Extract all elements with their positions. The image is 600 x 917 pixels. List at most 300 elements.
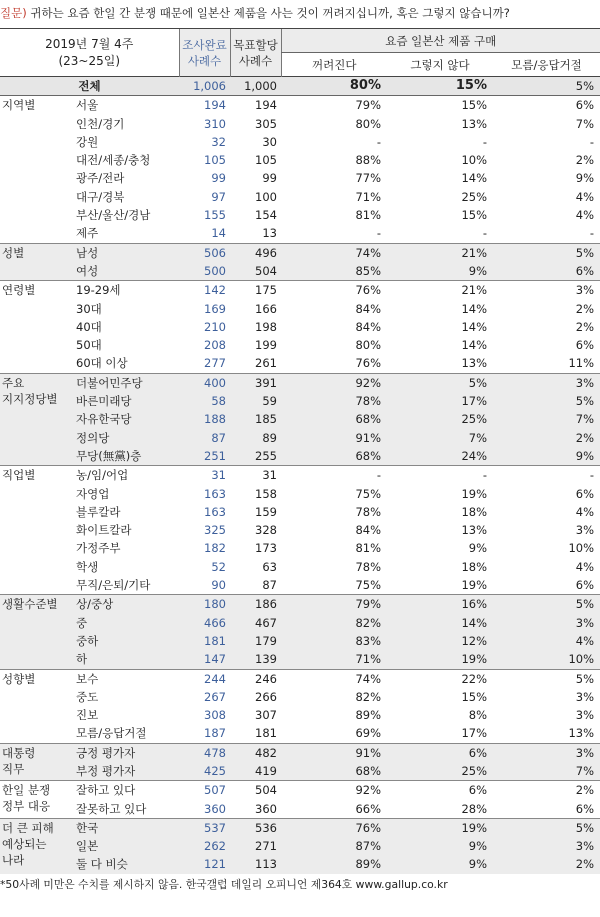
row-label: 강원 [76, 134, 99, 149]
table-row [0, 558, 600, 576]
question-text [0, 0, 600, 28]
table-row [0, 169, 600, 187]
pct-not-hesitant: 15% [461, 689, 487, 704]
pct-no-answer: 3% [575, 689, 595, 704]
pct-hesitant: - [376, 226, 381, 241]
group-label: 연령별 [0, 281, 74, 373]
target-count: 360 [255, 801, 277, 816]
target-count: 271 [230, 837, 281, 855]
row-label: 진보 [76, 708, 99, 723]
pct-not-hesitant: 9% [387, 855, 493, 873]
target-count: 181 [255, 726, 277, 741]
table-row [0, 706, 600, 724]
pct-not-hesitant: 9% [468, 541, 487, 556]
pct-no-answer: 5% [493, 669, 600, 688]
row-label: 한국 [74, 818, 179, 837]
pct-no-answer: 3% [493, 373, 600, 392]
pct-hesitant: 87% [281, 837, 387, 855]
target-count: 30 [262, 134, 277, 149]
done-count: 14 [211, 226, 226, 241]
row-label: 블루칼라 [76, 504, 121, 519]
table-row [0, 281, 600, 300]
group-label: 더 큰 피해 예상되는 나라 [0, 818, 74, 873]
row-label: 제주 [76, 226, 99, 241]
pct-no-answer: - [589, 134, 595, 149]
pct-hesitant: 81% [355, 208, 381, 223]
row-label: 서울 [74, 96, 179, 115]
pct-not-hesitant: - [482, 226, 487, 241]
table-row [0, 762, 600, 781]
pct-no-answer: 6% [575, 486, 595, 501]
pct-not-hesitant: 12% [387, 632, 493, 650]
total-not-hesitant: 15% [387, 77, 493, 96]
done-count: 360 [204, 801, 226, 816]
pct-not-hesitant: 10% [461, 153, 487, 168]
target-header-line2: 사례수 [238, 53, 273, 68]
pct-not-hesitant: 13% [461, 356, 487, 371]
table-row [0, 115, 600, 133]
done-count: 506 [179, 243, 230, 262]
total-done: 1,006 [179, 77, 230, 96]
done-count: 31 [179, 466, 230, 485]
done-count: 163 [204, 504, 226, 519]
target-count: 261 [255, 356, 277, 371]
table-row [0, 818, 600, 837]
table-row [0, 614, 600, 632]
target-count: 179 [230, 632, 281, 650]
row-label: 상/중상 [74, 595, 179, 614]
pct-no-answer: 10% [493, 650, 600, 669]
pct-not-hesitant: 15% [387, 96, 493, 115]
done-count: 187 [204, 726, 226, 741]
done-count: 208 [204, 338, 226, 353]
group-label: 한일 분쟁 정부 대응 [0, 781, 74, 819]
row-label: 하 [74, 650, 179, 669]
pct-no-answer: 6% [575, 801, 595, 816]
pct-hesitant: - [376, 134, 381, 149]
target-count: 13 [262, 226, 277, 241]
pct-not-hesitant: 9% [387, 262, 493, 281]
table-row [0, 837, 600, 855]
done-count: 210 [204, 319, 226, 334]
target-count: 100 [255, 189, 277, 204]
target-count: 159 [255, 504, 277, 519]
table-row [0, 336, 600, 354]
done-count: 142 [179, 281, 230, 300]
target-count: 504 [230, 781, 281, 800]
table-row [0, 650, 600, 669]
pct-hesitant: 74% [281, 243, 387, 262]
target-count: 419 [230, 762, 281, 781]
pct-hesitant: 78% [281, 392, 387, 410]
pct-hesitant: 84% [355, 301, 381, 316]
pct-hesitant: 79% [281, 96, 387, 115]
done-count: 188 [179, 410, 230, 428]
table-row [0, 521, 600, 539]
table-row [0, 318, 600, 336]
pct-no-answer: 6% [493, 96, 600, 115]
pct-hesitant: 88% [355, 153, 381, 168]
target-count: 173 [255, 541, 277, 556]
purchase-group-header: 요즘 일본산 제품 구매 [281, 29, 600, 53]
row-label: 중 [74, 614, 179, 632]
pct-no-answer: 4% [575, 504, 595, 519]
pct-no-answer: 4% [575, 189, 595, 204]
row-label: 잘못하고 있다 [76, 801, 147, 816]
period-line2: (23~25일) [58, 53, 121, 68]
row-label: 50대 [76, 338, 102, 353]
row-label: 일본 [74, 837, 179, 855]
table-row [0, 724, 600, 743]
done-count: 52 [211, 559, 226, 574]
group-label: 생활수준별 [0, 595, 74, 669]
total-target: 1,000 [230, 77, 281, 96]
row-label: 무직/은퇴/기타 [76, 578, 151, 593]
target-count: 482 [230, 743, 281, 762]
target-count: 89 [230, 429, 281, 447]
row-label: 인천/경기 [76, 116, 125, 131]
done-header-line1: 조사완료 [182, 37, 227, 52]
total-row [0, 77, 600, 96]
pct-not-hesitant: 19% [461, 486, 487, 501]
pct-hesitant: 92% [281, 781, 387, 800]
pct-hesitant: 79% [281, 595, 387, 614]
target-count: 175 [230, 281, 281, 300]
pct-hesitant: 91% [281, 743, 387, 762]
row-label: 광주/전라 [76, 171, 125, 186]
target-count: 536 [230, 818, 281, 837]
done-count: 169 [204, 301, 226, 316]
row-label: 부산/울산/경남 [76, 208, 151, 223]
group-label: 지역별 [0, 96, 74, 243]
table-row [0, 781, 600, 800]
row-label: 40대 [76, 319, 102, 334]
row-label: 가정주부 [76, 541, 121, 556]
target-count: 113 [230, 855, 281, 873]
table-row [0, 300, 600, 318]
done-count: 58 [179, 392, 230, 410]
done-count: 267 [204, 689, 226, 704]
pct-not-hesitant: - [387, 466, 493, 485]
pct-no-answer: - [493, 466, 600, 485]
target-count: 194 [230, 96, 281, 115]
pct-not-hesitant: 22% [387, 669, 493, 688]
table-row [0, 133, 600, 151]
pct-not-hesitant: 14% [461, 171, 487, 186]
row-label: 바른미래당 [74, 392, 179, 410]
table-row [0, 151, 600, 169]
table-row [0, 743, 600, 762]
footnote: *50사례 미만은 수치를 제시하지 않음. 한국갤럽 데일리 오피니언 제364호 www.gallup.co.kr [0, 877, 448, 891]
row-label: 19-29세 [74, 281, 179, 300]
done-count: 500 [179, 262, 230, 281]
group-label: 성향별 [0, 669, 74, 743]
row-label: 남성 [74, 243, 179, 262]
row-label: 30대 [76, 301, 102, 316]
done-count: 425 [179, 762, 230, 781]
done-count: 180 [179, 595, 230, 614]
row-label: 대구/경북 [76, 189, 125, 204]
pct-hesitant: 89% [281, 855, 387, 873]
pct-no-answer: 2% [493, 429, 600, 447]
pct-hesitant: 76% [281, 818, 387, 837]
table-row [0, 669, 600, 688]
pct-not-hesitant: 14% [387, 614, 493, 632]
pct-hesitant: 82% [281, 614, 387, 632]
table-row [0, 447, 600, 466]
row-label: 더불어민주당 [74, 373, 179, 392]
row-label: 무당(無黨)층 [74, 447, 179, 466]
pct-hesitant: - [281, 466, 387, 485]
pct-not-hesitant: 13% [461, 523, 487, 538]
pct-hesitant: 85% [281, 262, 387, 281]
target-count: 266 [255, 689, 277, 704]
pct-no-answer: 4% [575, 208, 595, 223]
table-row [0, 466, 600, 485]
question-label: 질문) [0, 6, 27, 20]
pct-not-hesitant: 6% [387, 743, 493, 762]
col-hesitant-header: 꺼려진다 [281, 53, 387, 77]
target-count: 105 [255, 153, 277, 168]
row-label: 보수 [74, 669, 179, 688]
target-count: 87 [262, 578, 277, 593]
survey-table [0, 28, 600, 874]
pct-no-answer: 6% [575, 578, 595, 593]
pct-not-hesitant: 24% [387, 447, 493, 466]
done-count: 155 [204, 208, 226, 223]
pct-hesitant: 89% [355, 708, 381, 723]
pct-not-hesitant: 17% [461, 726, 487, 741]
pct-hesitant: 74% [281, 669, 387, 688]
row-label: 중하 [74, 632, 179, 650]
target-count: 255 [230, 447, 281, 466]
done-count: 181 [179, 632, 230, 650]
done-count: 262 [179, 837, 230, 855]
table-row [0, 243, 600, 262]
pct-no-answer: 3% [493, 837, 600, 855]
table-row [0, 576, 600, 595]
done-count: 325 [204, 523, 226, 538]
row-label: 모름/응답거절 [76, 726, 147, 741]
pct-no-answer: 4% [575, 559, 595, 574]
pct-not-hesitant: 14% [461, 301, 487, 316]
pct-not-hesitant: 15% [461, 208, 487, 223]
row-label: 정의당 [74, 429, 179, 447]
pct-hesitant: 80% [355, 338, 381, 353]
group-label: 주요 지지정당별 [0, 373, 74, 465]
group-label: 성별 [0, 243, 74, 281]
pct-hesitant: 77% [355, 171, 381, 186]
done-count-header [179, 29, 230, 77]
pct-no-answer: 3% [575, 523, 595, 538]
total-label: 전체 [0, 77, 179, 96]
pct-not-hesitant: 14% [461, 319, 487, 334]
pct-no-answer: 3% [493, 743, 600, 762]
target-count: 199 [255, 338, 277, 353]
pct-not-hesitant: 25% [387, 762, 493, 781]
done-count: 308 [204, 708, 226, 723]
target-count: 186 [230, 595, 281, 614]
done-count: 97 [211, 189, 226, 204]
target-count: 63 [262, 559, 277, 574]
target-count: 391 [230, 373, 281, 392]
target-count: 328 [255, 523, 277, 538]
done-count: 105 [204, 153, 226, 168]
row-label: 화이트칼라 [76, 523, 132, 538]
pct-hesitant: 83% [281, 632, 387, 650]
pct-no-answer: 6% [493, 262, 600, 281]
table-row [0, 188, 600, 206]
group-label: 대통령 직무 [0, 743, 74, 781]
target-count: 307 [255, 708, 277, 723]
target-count: 166 [255, 301, 277, 316]
table-row [0, 632, 600, 650]
table-row [0, 392, 600, 410]
pct-not-hesitant: 25% [387, 410, 493, 428]
pct-hesitant: 81% [355, 541, 381, 556]
done-count: 32 [211, 134, 226, 149]
pct-no-answer: 5% [493, 392, 600, 410]
table-row [0, 800, 600, 819]
done-count: 147 [179, 650, 230, 669]
question-body: 귀하는 요즘 한일 간 분쟁 때문에 일본산 제품을 사는 것이 꺼려지십니까, 혹은 그렇지 않습니까? [26, 6, 510, 20]
pct-no-answer: 10% [568, 541, 595, 556]
pct-not-hesitant: 28% [461, 801, 487, 816]
pct-not-hesitant: 19% [387, 818, 493, 837]
pct-no-answer: 2% [493, 855, 600, 873]
pct-hesitant: 71% [355, 189, 381, 204]
row-label: 자영업 [76, 486, 110, 501]
target-count: 496 [230, 243, 281, 262]
row-label: 긍정 평가자 [74, 743, 179, 762]
pct-no-answer: 5% [493, 595, 600, 614]
pct-hesitant: 76% [355, 356, 381, 371]
pct-hesitant: 76% [281, 281, 387, 300]
pct-not-hesitant: 19% [461, 578, 487, 593]
table-row [0, 503, 600, 521]
pct-not-hesitant: 8% [468, 708, 487, 723]
pct-no-answer: 2% [575, 153, 595, 168]
row-label: 잘하고 있다 [74, 781, 179, 800]
pct-hesitant: 78% [355, 504, 381, 519]
pct-hesitant: 91% [281, 429, 387, 447]
table-row [0, 96, 600, 115]
pct-hesitant: 66% [355, 801, 381, 816]
pct-no-answer: 9% [493, 447, 600, 466]
pct-not-hesitant: 14% [461, 338, 487, 353]
table-row [0, 206, 600, 224]
target-count: 158 [255, 486, 277, 501]
pct-no-answer: 13% [568, 726, 595, 741]
done-count: 478 [179, 743, 230, 762]
table-row [0, 262, 600, 281]
done-count: 99 [211, 171, 226, 186]
done-count: 251 [179, 447, 230, 466]
done-count: 244 [179, 669, 230, 688]
pct-not-hesitant: 21% [387, 281, 493, 300]
done-count: 121 [179, 855, 230, 873]
pct-no-answer: 5% [493, 243, 600, 262]
pct-no-answer: 7% [493, 410, 600, 428]
done-count: 537 [179, 818, 230, 837]
target-count: 198 [255, 319, 277, 334]
pct-not-hesitant: 5% [387, 373, 493, 392]
pct-hesitant: 68% [281, 447, 387, 466]
done-count: 87 [179, 429, 230, 447]
done-count: 194 [179, 96, 230, 115]
target-count: 305 [255, 116, 277, 131]
pct-not-hesitant: 13% [461, 116, 487, 131]
pct-not-hesitant: 18% [461, 504, 487, 519]
pct-hesitant: 78% [355, 559, 381, 574]
target-count-header [230, 29, 281, 77]
pct-no-answer: 6% [575, 338, 595, 353]
pct-no-answer: 2% [575, 301, 595, 316]
pct-no-answer: 5% [493, 818, 600, 837]
pct-hesitant: 68% [281, 410, 387, 428]
table-row [0, 485, 600, 503]
row-label: 둘 다 비슷 [74, 855, 179, 873]
pct-no-answer: 2% [575, 319, 595, 334]
row-label: 학생 [76, 559, 99, 574]
pct-hesitant: 92% [281, 373, 387, 392]
pct-not-hesitant: - [482, 134, 487, 149]
target-count: 185 [230, 410, 281, 428]
pct-hesitant: 84% [355, 523, 381, 538]
pct-hesitant: 75% [355, 578, 381, 593]
table-row [0, 373, 600, 392]
pct-no-answer: 2% [493, 781, 600, 800]
pct-no-answer: 7% [575, 116, 595, 131]
table-row [0, 224, 600, 243]
pct-not-hesitant: 21% [387, 243, 493, 262]
pct-not-hesitant: 7% [387, 429, 493, 447]
group-label: 직업별 [0, 466, 74, 595]
row-label: 자유한국당 [74, 410, 179, 428]
row-label: 중도 [76, 689, 99, 704]
pct-not-hesitant: 25% [461, 189, 487, 204]
pct-hesitant: 68% [281, 762, 387, 781]
col-no-answer-header: 모름/응답거절 [511, 57, 582, 72]
table-row [0, 354, 600, 373]
done-count: 277 [204, 356, 226, 371]
done-count: 466 [179, 614, 230, 632]
done-count: 310 [204, 116, 226, 131]
pct-hesitant: 71% [281, 650, 387, 669]
done-count: 182 [204, 541, 226, 556]
table-row [0, 855, 600, 873]
target-count: 99 [262, 171, 277, 186]
done-header-line2: 사례수 [187, 53, 222, 68]
pct-no-answer: 3% [493, 281, 600, 300]
target-count: 139 [230, 650, 281, 669]
period-line1: 2019년 7월 4주 [45, 36, 134, 51]
table-row [0, 595, 600, 614]
target-count: 467 [230, 614, 281, 632]
pct-no-answer: - [589, 226, 595, 241]
total-hesitant: 80% [281, 77, 387, 96]
target-header-line1: 목표할당 [233, 37, 278, 52]
target-count: 59 [230, 392, 281, 410]
target-count: 504 [230, 262, 281, 281]
done-count: 400 [179, 373, 230, 392]
done-count: 163 [204, 486, 226, 501]
pct-not-hesitant: 19% [387, 650, 493, 669]
pct-hesitant: 80% [355, 116, 381, 131]
total-no-answer: 5% [493, 77, 600, 96]
pct-not-hesitant: 9% [387, 837, 493, 855]
pct-not-hesitant: 16% [387, 595, 493, 614]
